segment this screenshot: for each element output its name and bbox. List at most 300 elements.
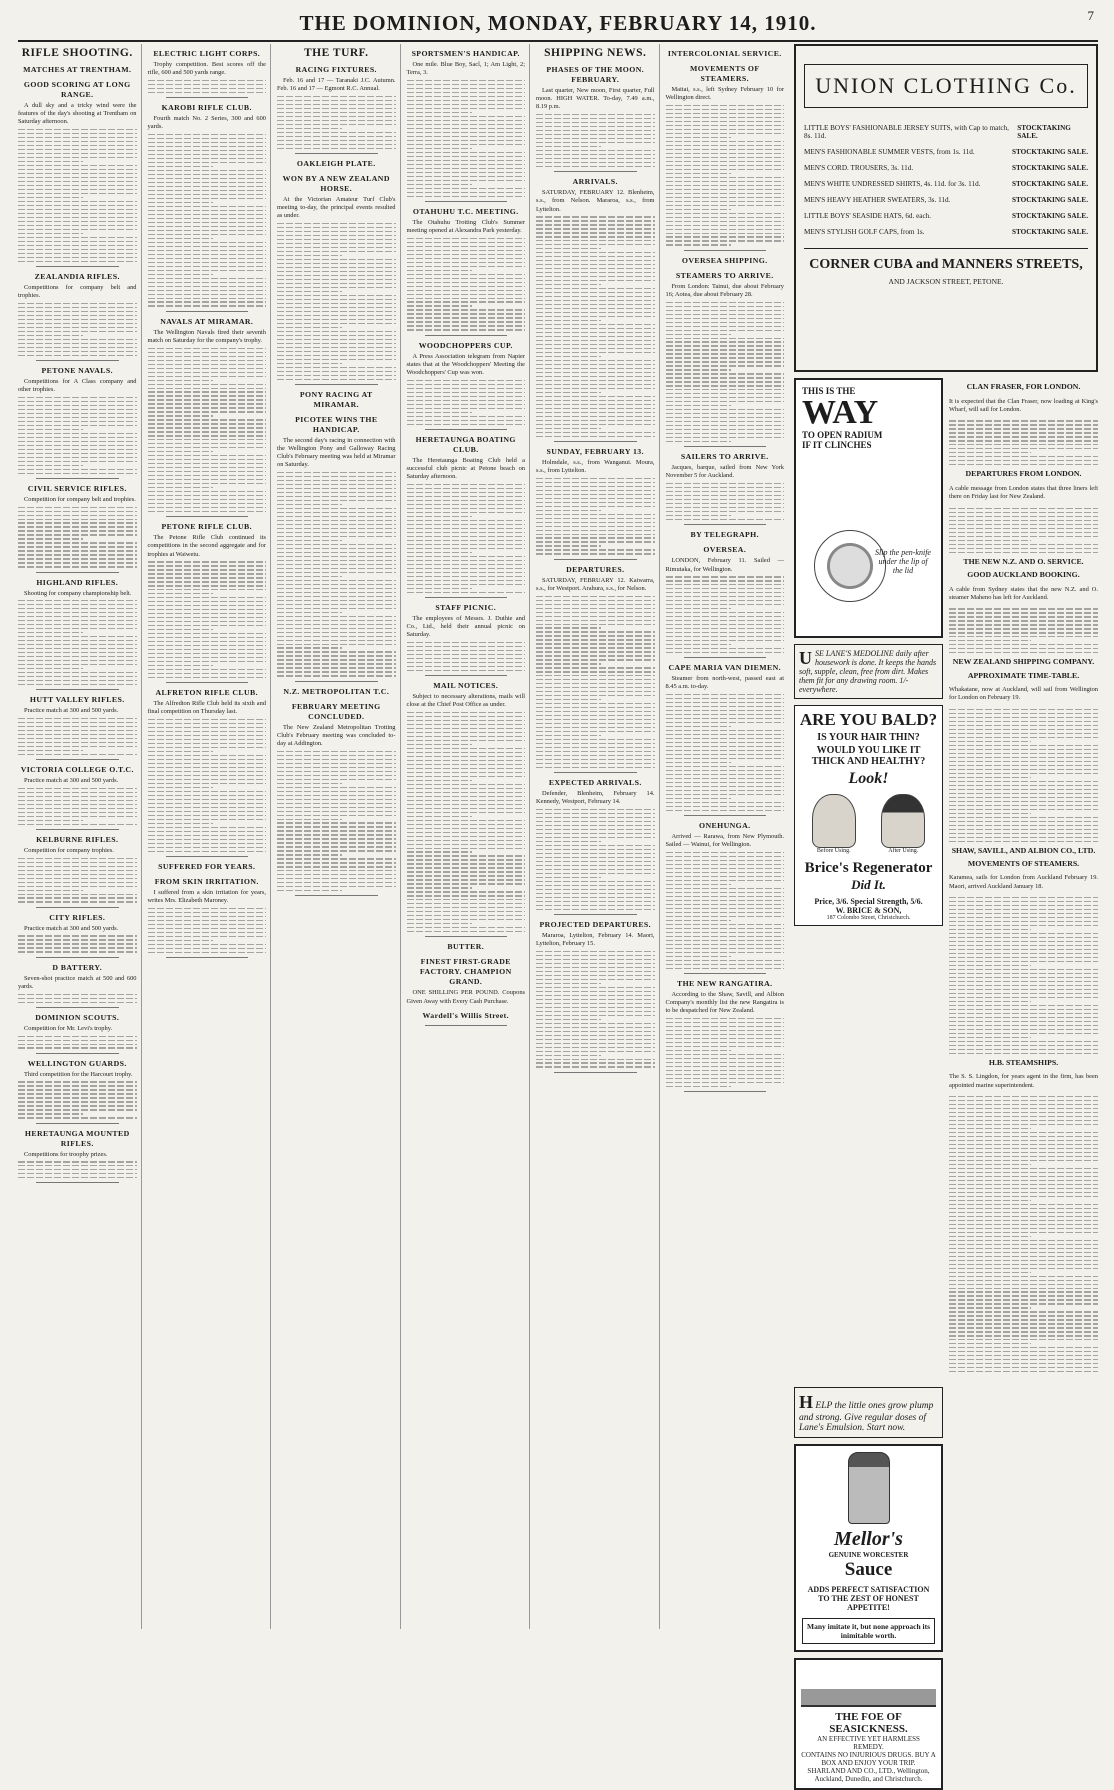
text-line xyxy=(277,287,396,288)
text-line xyxy=(949,424,1098,425)
news-column-3 xyxy=(277,44,401,1629)
section-heading: DEPARTURES FROM LONDON. xyxy=(965,469,1082,479)
text-line xyxy=(666,1074,785,1075)
text-line xyxy=(148,178,267,179)
text-line xyxy=(536,300,655,301)
union-clothing-ad xyxy=(794,44,1098,372)
section-heading: NAVALS AT MIRAMAR. xyxy=(160,316,254,326)
text-line xyxy=(18,680,137,681)
text-line xyxy=(407,859,526,860)
text-line xyxy=(666,491,785,492)
text-line xyxy=(18,339,137,340)
text-line xyxy=(277,275,396,276)
text-line xyxy=(18,894,137,895)
section-body: A cable message from London states that three liners left there on Friday last for New Zealand. xyxy=(949,485,1098,501)
text-line xyxy=(148,384,267,385)
text-line xyxy=(18,1081,137,1082)
text-line xyxy=(18,660,137,661)
text-line xyxy=(536,360,655,361)
text-line xyxy=(949,1128,1031,1129)
before-portrait xyxy=(812,794,856,854)
text-line xyxy=(148,170,267,171)
text-line xyxy=(148,912,267,913)
radium-line-1: THIS IS THE xyxy=(802,386,856,396)
mellors-sauce: Sauce xyxy=(844,1559,893,1581)
text-line xyxy=(949,997,1098,998)
text-line xyxy=(666,345,785,346)
section-divider xyxy=(36,1182,119,1183)
text-line xyxy=(18,746,137,747)
text-line xyxy=(148,763,267,764)
text-line xyxy=(18,213,137,214)
union-ad-item: MEN'S WHITE UNDRESSED SHIRTS, 4s. 11d. for 3s. 11d. xyxy=(804,180,981,188)
text-line xyxy=(407,911,526,912)
text-line xyxy=(949,460,1098,461)
section-divider xyxy=(166,682,249,683)
text-line xyxy=(536,979,655,980)
text-line xyxy=(277,667,396,668)
text-line xyxy=(536,703,655,704)
text-line xyxy=(148,84,267,85)
text-line xyxy=(407,156,526,157)
text-line xyxy=(407,144,526,145)
section-footer: Wardell's Willis Street. xyxy=(422,1010,509,1020)
section-divider xyxy=(554,772,637,773)
text-line xyxy=(148,924,267,925)
text-line xyxy=(949,456,1098,457)
masthead xyxy=(18,6,1098,42)
text-line xyxy=(666,322,785,323)
section-body: Shooting for company championship belt. xyxy=(24,589,132,597)
text-line xyxy=(277,544,396,545)
news-columns xyxy=(18,44,788,1629)
text-line xyxy=(277,128,342,129)
text-line xyxy=(148,928,267,929)
text-line xyxy=(277,807,396,808)
text-line xyxy=(148,274,213,275)
union-ad-sale: STOCKTAKING SALE. xyxy=(1011,148,1088,156)
text-line xyxy=(666,165,785,166)
text-line xyxy=(536,893,655,894)
look-caption: Look! xyxy=(848,770,889,787)
text-line xyxy=(949,440,1098,441)
text-line xyxy=(949,905,1098,906)
text-line xyxy=(277,476,396,477)
text-line xyxy=(277,870,396,871)
text-line xyxy=(277,247,396,248)
text-line xyxy=(18,1047,137,1048)
text-line xyxy=(949,1033,1098,1034)
text-line xyxy=(148,815,267,816)
text-line xyxy=(949,1264,1098,1265)
text-line xyxy=(18,133,137,134)
text-line xyxy=(949,512,1098,513)
text-line xyxy=(666,924,785,925)
text-line xyxy=(148,637,267,638)
text-line xyxy=(949,432,1098,433)
text-line xyxy=(18,554,137,555)
section-heading: SPORTSMEN'S HANDICAP. xyxy=(411,49,520,58)
text-line xyxy=(18,511,137,512)
text-line xyxy=(277,795,396,796)
text-line xyxy=(536,967,655,968)
text-line xyxy=(949,1136,1098,1137)
section-divider xyxy=(166,856,249,857)
text-line xyxy=(407,812,526,813)
section-divider xyxy=(684,446,767,447)
text-line xyxy=(666,652,785,653)
text-line xyxy=(407,772,526,773)
text-line xyxy=(666,373,785,374)
text-line xyxy=(536,356,601,357)
text-line xyxy=(536,959,655,960)
text-line xyxy=(666,584,785,585)
text-line xyxy=(536,316,655,317)
text-line xyxy=(407,768,526,769)
text-line xyxy=(18,951,137,952)
text-line xyxy=(148,463,267,464)
text-line xyxy=(666,912,785,913)
text-line xyxy=(949,1371,1098,1372)
text-line xyxy=(666,580,785,581)
text-line xyxy=(18,526,137,527)
text-line xyxy=(148,411,267,412)
text-line xyxy=(277,826,396,827)
text-line xyxy=(666,916,785,917)
text-line xyxy=(277,359,396,360)
text-line xyxy=(407,164,526,165)
section-divider xyxy=(36,689,119,690)
text-line xyxy=(666,125,785,126)
section-body: At the Victorian Amateur Turf Club's meeting to-day, the principal events resulted as under. xyxy=(277,195,396,220)
text-line xyxy=(18,181,137,182)
text-line xyxy=(148,142,267,143)
text-line xyxy=(536,853,655,854)
text-line xyxy=(536,518,655,519)
text-line xyxy=(536,486,655,487)
text-line xyxy=(536,707,655,708)
text-line xyxy=(148,270,267,271)
foe-title: THE FOE OF SEASICKNESS. xyxy=(829,1711,908,1736)
text-line xyxy=(666,161,785,162)
text-line xyxy=(277,104,396,105)
union-ad-sale: STOCKTAKING SALE. xyxy=(1011,228,1088,236)
text-line xyxy=(536,336,655,337)
text-line xyxy=(407,658,526,659)
text-line xyxy=(148,226,267,227)
union-ad-line xyxy=(804,124,1088,140)
text-line xyxy=(949,1148,1098,1149)
text-line xyxy=(18,1105,137,1106)
text-line xyxy=(277,116,396,117)
text-line xyxy=(949,1045,1098,1046)
text-line xyxy=(666,495,785,496)
text-line xyxy=(407,824,526,825)
text-line xyxy=(536,667,655,668)
text-line xyxy=(536,616,655,617)
text-line xyxy=(407,927,526,928)
text-line xyxy=(949,749,1098,750)
text-line xyxy=(536,114,655,115)
text-line xyxy=(666,810,785,811)
text-line xyxy=(536,857,655,858)
text-line xyxy=(277,616,396,617)
text-line xyxy=(18,315,137,316)
text-line xyxy=(949,1124,1098,1125)
section-body: Last quarter, New moon, First quarter, Full moon. HIGH WATER. To-day, 7.49 a.m., 8.19 p.m. xyxy=(536,87,655,111)
text-line xyxy=(148,657,267,658)
text-line xyxy=(277,307,396,308)
text-line xyxy=(666,244,731,245)
text-line xyxy=(407,776,526,777)
text-line xyxy=(536,1027,655,1028)
section-body: Practice match at 300 and 500 yards. xyxy=(24,777,119,784)
lanes-text: SE LANE'S MEDOLINE daily after housework is done. It keeps the hands soft, supple, clean, free from dirt. Makes them fit for any drawing room. 1/- everywhere. xyxy=(799,649,937,694)
text-line xyxy=(18,1169,137,1170)
text-line xyxy=(666,872,785,873)
text-line xyxy=(536,885,655,886)
text-line xyxy=(277,671,396,672)
text-line xyxy=(18,233,83,234)
text-line xyxy=(18,1093,137,1094)
text-line xyxy=(18,534,137,535)
text-line xyxy=(536,260,655,261)
text-line xyxy=(148,218,267,219)
text-line xyxy=(18,897,137,898)
text-line xyxy=(407,855,526,856)
text-line xyxy=(666,221,785,222)
text-line xyxy=(536,963,655,964)
text-line xyxy=(277,576,342,577)
section-divider xyxy=(425,335,508,336)
text-line xyxy=(536,276,655,277)
text-line xyxy=(407,576,526,577)
section-body: ONE SHILLING PER POUND. Coupons Given Away with Every Cash Purchase. xyxy=(406,989,525,1005)
text-line xyxy=(666,596,785,597)
text-line xyxy=(536,849,655,850)
text-line xyxy=(18,453,137,454)
text-line xyxy=(666,734,785,735)
text-line xyxy=(666,499,785,500)
text-line xyxy=(666,726,731,727)
section-heading: CIVIL SERVICE RIFLES. xyxy=(27,483,127,493)
text-line xyxy=(148,158,267,159)
lanes-medoline-ad xyxy=(794,644,943,699)
text-line xyxy=(148,286,267,287)
text-line xyxy=(277,787,396,788)
text-line xyxy=(949,1331,1098,1332)
text-line xyxy=(666,401,785,402)
text-line xyxy=(949,1315,1098,1316)
text-line xyxy=(949,452,1031,453)
text-line xyxy=(18,566,137,567)
text-line xyxy=(949,797,1098,798)
text-line xyxy=(949,1172,1098,1173)
text-line xyxy=(949,1256,1098,1257)
text-line xyxy=(18,632,83,633)
text-line xyxy=(536,348,655,349)
text-line xyxy=(148,278,267,279)
text-line xyxy=(407,294,526,295)
text-line xyxy=(666,515,731,516)
section-subheading: OVERSEA. xyxy=(703,545,747,555)
text-line xyxy=(148,759,267,760)
text-line xyxy=(666,181,785,182)
text-line xyxy=(949,420,1098,421)
text-line xyxy=(407,313,526,314)
text-line xyxy=(277,819,342,820)
text-line xyxy=(18,169,137,170)
text-line xyxy=(277,854,342,855)
text-line xyxy=(666,754,785,755)
text-line xyxy=(148,380,213,381)
text-line xyxy=(666,758,785,759)
text-line xyxy=(148,747,267,748)
text-line xyxy=(536,1039,655,1040)
text-line xyxy=(536,478,655,479)
text-line xyxy=(666,774,785,775)
text-line xyxy=(148,305,267,306)
text-line xyxy=(949,648,1098,649)
text-line xyxy=(18,656,137,657)
text-line xyxy=(536,1055,601,1056)
text-line xyxy=(18,445,137,446)
text-line xyxy=(536,991,655,992)
text-line xyxy=(18,792,137,793)
section-heading: PETONE RIFLE CLUB. xyxy=(161,522,252,532)
text-line xyxy=(277,124,396,125)
text-line xyxy=(666,944,785,945)
text-line xyxy=(18,253,137,254)
text-line xyxy=(949,1013,1098,1014)
text-line xyxy=(407,305,472,306)
text-line xyxy=(277,343,396,344)
union-ad-line xyxy=(804,196,1088,204)
text-line xyxy=(666,880,785,881)
text-line xyxy=(949,1029,1098,1030)
text-line xyxy=(407,116,526,117)
text-line xyxy=(536,1003,655,1004)
text-line xyxy=(148,238,213,239)
text-line xyxy=(18,1044,137,1045)
text-line xyxy=(407,246,526,247)
text-line xyxy=(277,235,396,236)
text-line xyxy=(949,636,1098,637)
text-line xyxy=(536,909,655,910)
haired-head-icon xyxy=(881,794,925,848)
text-line xyxy=(666,338,785,339)
text-line xyxy=(536,158,655,159)
text-line xyxy=(18,796,137,797)
text-line xyxy=(18,129,137,130)
text-line xyxy=(949,1288,1098,1289)
text-line xyxy=(407,492,526,493)
text-line xyxy=(18,1089,137,1090)
text-line xyxy=(18,1109,137,1110)
text-line xyxy=(536,514,655,515)
text-line xyxy=(536,150,655,151)
text-line xyxy=(407,274,526,275)
text-line xyxy=(277,568,396,569)
text-line xyxy=(18,935,137,936)
text-line xyxy=(18,515,137,516)
text-line xyxy=(949,1049,1098,1050)
section-body: The Heretaunga Boating Club held a successful club picnic at Petone beach on Saturday afternoon. xyxy=(406,456,525,481)
text-line xyxy=(407,278,526,279)
text-line xyxy=(148,266,267,267)
text-line xyxy=(536,252,655,253)
section-divider xyxy=(36,1053,119,1054)
text-line xyxy=(666,702,785,703)
text-line xyxy=(407,923,472,924)
text-line xyxy=(666,306,785,307)
text-line xyxy=(666,205,785,206)
text-line xyxy=(148,352,267,353)
text-line xyxy=(536,651,655,652)
text-line xyxy=(536,522,655,523)
text-line xyxy=(18,229,137,230)
text-line xyxy=(277,347,396,348)
text-line xyxy=(949,508,1098,509)
text-line xyxy=(148,503,267,504)
text-line xyxy=(666,185,785,186)
text-line xyxy=(148,290,267,291)
text-line xyxy=(277,663,396,664)
text-line xyxy=(666,860,785,861)
text-line xyxy=(18,684,137,685)
text-line xyxy=(407,568,526,569)
text-line xyxy=(666,798,731,799)
text-line xyxy=(536,1019,601,1020)
text-line xyxy=(949,917,1098,918)
text-line xyxy=(148,823,213,824)
text-line xyxy=(536,1035,655,1036)
text-line xyxy=(666,145,785,146)
text-line xyxy=(148,246,267,247)
text-line xyxy=(666,900,785,901)
section-divider xyxy=(166,957,249,958)
text-line xyxy=(277,319,396,320)
text-line xyxy=(18,519,137,520)
text-line xyxy=(666,884,731,885)
text-line xyxy=(407,108,526,109)
text-line xyxy=(407,321,526,322)
text-line xyxy=(536,545,601,546)
text-line xyxy=(536,553,655,554)
section-body: Competitions for A Class company and other trophies. xyxy=(18,377,137,394)
text-line xyxy=(949,1017,1098,1018)
union-ad-sale: STOCKTAKING SALE. xyxy=(1011,180,1088,188)
page-number: 7 xyxy=(1087,8,1094,23)
text-line xyxy=(949,1311,1098,1312)
text-line xyxy=(277,311,396,312)
text-line xyxy=(277,299,396,300)
section-subheading: MOVEMENTS OF STEAMERS. xyxy=(689,64,760,83)
text-line xyxy=(536,344,655,345)
section-divider xyxy=(554,559,637,560)
text-line xyxy=(407,867,526,868)
text-line xyxy=(18,165,137,166)
text-line xyxy=(148,372,267,373)
text-line xyxy=(148,415,213,416)
section-heading: THE TURF. xyxy=(303,47,369,59)
text-line xyxy=(148,739,267,740)
text-line xyxy=(148,166,213,167)
text-line xyxy=(277,659,396,660)
text-line xyxy=(277,791,396,792)
text-line xyxy=(18,820,83,821)
text-line xyxy=(18,197,83,198)
